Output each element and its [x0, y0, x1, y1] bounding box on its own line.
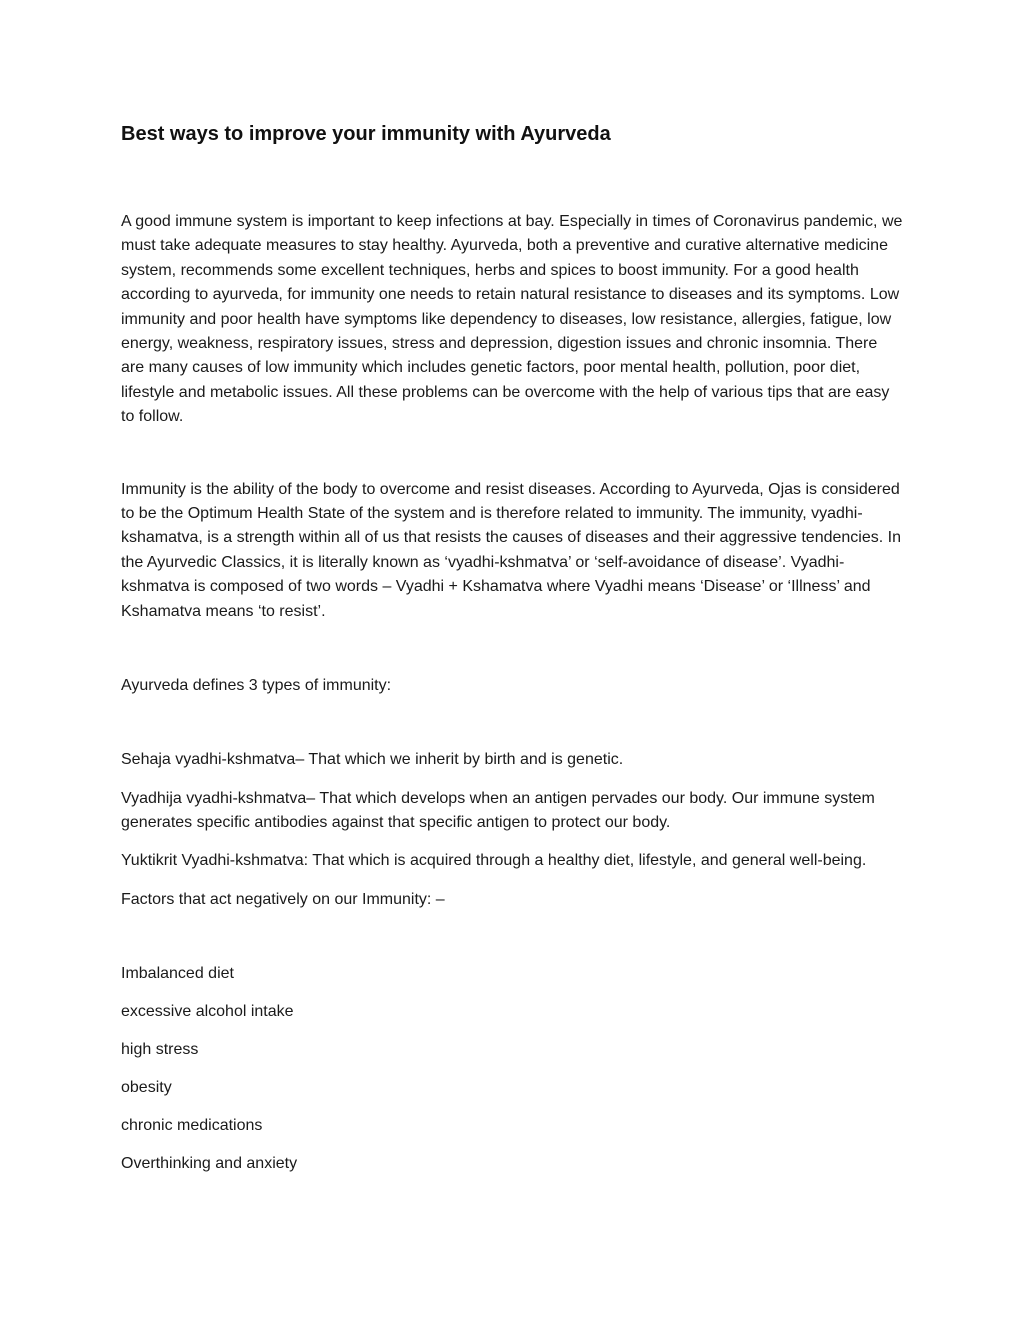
factor-item: excessive alcohol intake [121, 1002, 294, 1020]
document-title: Best ways to improve your immunity with Ayurveda [121, 123, 611, 145]
factor-item: chronic medications [121, 1116, 263, 1134]
immunity-types-heading: Ayurveda defines 3 types of immunity: [121, 677, 392, 695]
immunity-definition-paragraph: Immunity is the ability of the body to overcome and resist diseases. According to Ayurveda, Ojas is considered to be the Optimum Health State of the system and is therefore related to immunity. The immunity, vyadhi-kshamatva, is a strength within all of us that resists the causes of diseases and their aggressive tendencies. In the Ayurvedic Classics, it is literally known as ‘vyadhi-kshmatva’ or ‘self-avoidance of disease’. Vyadhi-kshmatva is composed of two words – Vyadhi + Kshamatva where Vyadhi means ‘Disease’ or ‘Illness’ and Kshamatva means ‘to resist’. [121, 480, 901, 620]
intro-paragraph: A good immune system is important to keep infections at bay. Especially in times of Coronavirus pandemic, we must take adequate measures to stay healthy. Ayurveda, both a preventive and curative alternative medicine system, recommends some excellent techniques, herbs and spices to boost immunity. For a good health according to ayurveda, for immunity one needs to retain natural resistance to diseases and its symptoms. Low immunity and poor health have symptoms like dependency to diseases, low resistance, allergies, fatigue, low energy, weakness, respiratory issues, stress and depression, digestion issues and chronic insomnia. There are many causes of low immunity which includes genetic factors, poor mental health, pollution, poor diet, lifestyle and metabolic issues. All these problems can be overcome with the help of various tips that are easy to follow. [121, 213, 903, 426]
immunity-type-yuktikrit: Yuktikrit Vyadhi-kshmatva: That which is acquired through a healthy diet, lifestyle, and general well-being. [121, 852, 867, 870]
factor-item: Imbalanced diet [121, 964, 234, 982]
factor-item: Overthinking and anxiety [121, 1154, 298, 1172]
factor-item: high stress [121, 1040, 199, 1058]
document-body [121, 121, 903, 1176]
immunity-type-vyadhija: Vyadhija vyadhi-kshmatva– That which develops when an antigen pervades our body. Our immune system generates specific antibodies against that specific antigen to protect our body. [121, 789, 875, 831]
factor-item: obesity [121, 1078, 172, 1096]
immunity-type-sehaja: Sehaja vyadhi-kshmatva– That which we inherit by birth and is genetic. [121, 751, 624, 769]
negative-factors-heading: Factors that act negatively on our Immunity: – [121, 890, 445, 908]
